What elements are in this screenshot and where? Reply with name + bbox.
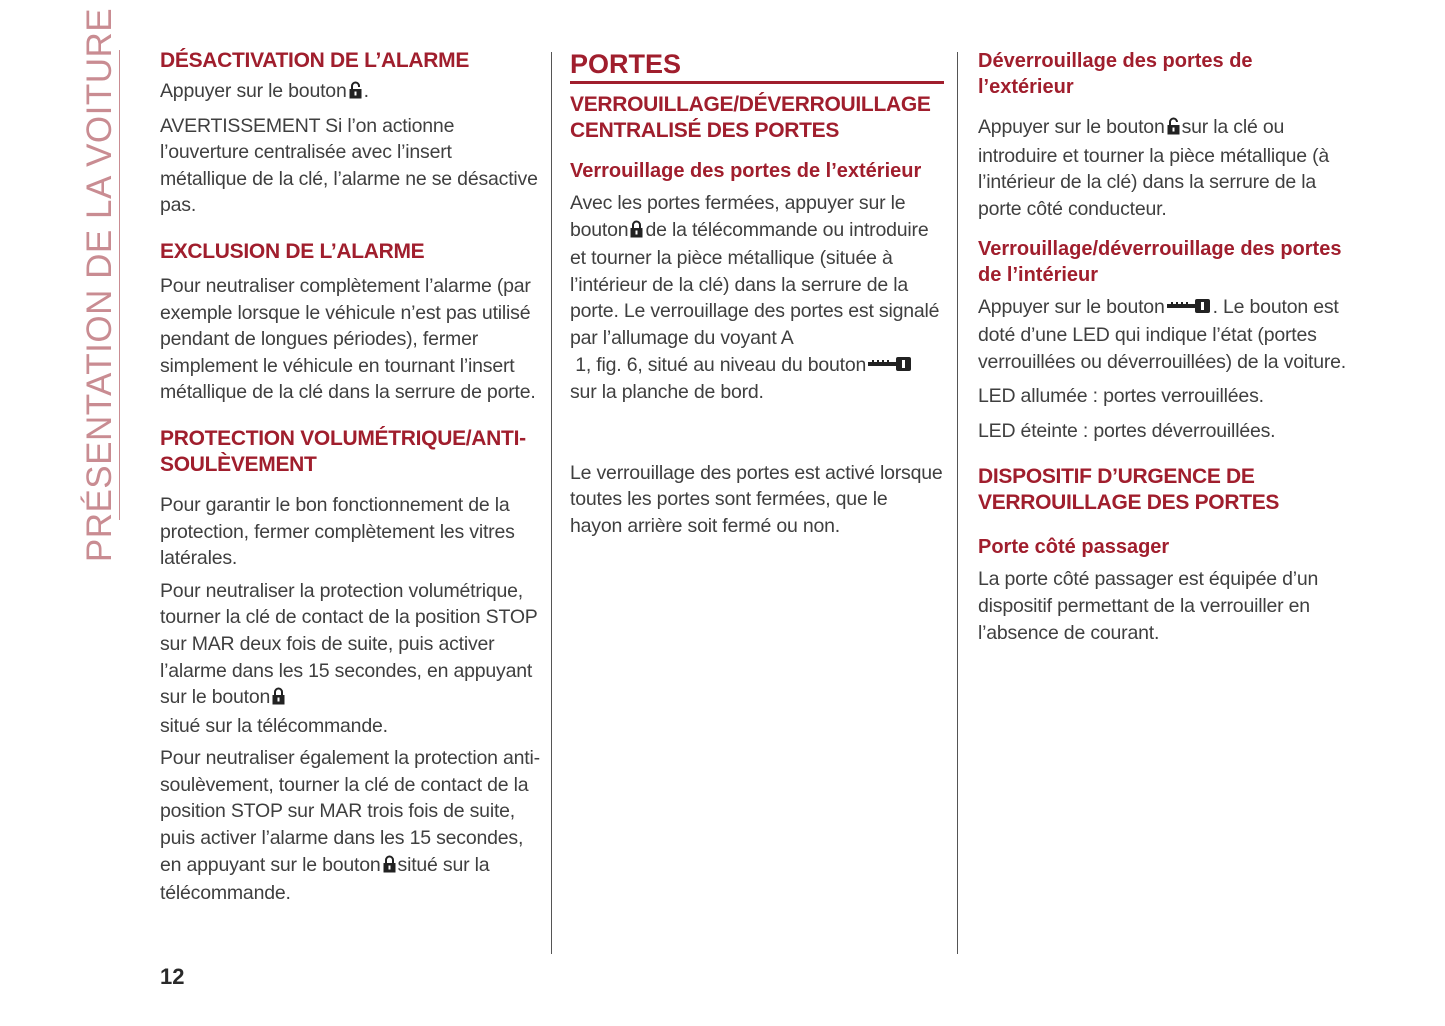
sidebar-rule [119, 50, 120, 520]
text: . Le bouton est doté d’une LED qui indique l’état (portes verrouillées ou déverrouillées) de la voiture. [978, 296, 1346, 373]
text: Appuyer sur le bouton [978, 116, 1165, 138]
paragraph [160, 578, 540, 740]
text: 1, fig. 6, situé au niveau du bouton [575, 353, 867, 376]
paragraph: LED éteinte : portes déverrouillées. [978, 419, 1276, 442]
subheading-interior-locking: Verrouillage/déverrouillage des portes de l’intérieur [978, 238, 1342, 287]
heading-emergency-locking: DISPOSITIF D’URGENCE DE VERROUILLAGE DES PORTES [978, 465, 1280, 515]
paragraph [570, 190, 944, 406]
column-3 [978, 48, 1353, 646]
heading-portes: PORTES [570, 48, 944, 84]
section-title-text: PRÉSENTATION DE LA VOITURE [80, 7, 119, 563]
heading-volumetric-protection: PROTECTION VOLUMÉTRIQUE/ANTI-SOULÈVEMENT [160, 426, 526, 476]
lock-icon [383, 854, 396, 881]
text: Appuyer sur le bouton [978, 296, 1165, 319]
text: sur la planche de bord. [570, 381, 764, 404]
heading-alarm-exclusion: EXCLUSION DE L’ALARME [160, 239, 425, 263]
heading-central-locking: VERROUILLAGE/DÉVERROUILLAGE CENTRALISÉ DES PORTES [570, 93, 931, 142]
column-divider [957, 52, 958, 954]
text: Avec les portes fermées, appuyer sur le bouton [570, 192, 906, 241]
paragraph [160, 745, 540, 907]
page-number: 12 [160, 964, 185, 989]
lock-icon [630, 219, 643, 246]
paragraph: Pour garantir le bon fonctionnement de la protection, fermer complètement les vitres latérales. [160, 493, 515, 570]
subheading-exterior-locking: Verrouillage des portes de l’extérieur [570, 160, 922, 182]
lock-open-icon [1167, 116, 1180, 143]
key-icon [868, 353, 912, 380]
paragraph: Le verrouillage des portes est activé lorsque toutes les portes sont fermées, que le hayon arrière soit fermé ou non. [570, 461, 943, 537]
paragraph [978, 294, 1353, 375]
text: sur la clé ou introduire et tourner la pièce métallique (à l’intérieur de la clé) dans la serrure de la porte côté conducteur. [978, 116, 1330, 220]
lock-icon [349, 80, 362, 107]
column-divider [551, 52, 552, 954]
text: Pour neutraliser également la protection anti-soulèvement, tourner la clé de contact de la position STOP sur MAR trois fois de suite, puis activer l’alarme dans les 15 secondes, en appuyant sur le bouton [160, 747, 540, 876]
heading-alarm-deactivation: DÉSACTIVATION DE L’ALARME [160, 49, 470, 72]
paragraph: AVERTISSEMENT Si l’on actionne l’ouverture centralisée avec l’insert métallique de la clé, l’alarme ne se désactive pas. [160, 114, 538, 217]
text: Appuyer sur le bouton [160, 80, 347, 102]
subheading-passenger-door: Porte côté passager [978, 536, 1170, 559]
paragraph [978, 114, 1353, 222]
paragraph [160, 78, 540, 107]
lock-icon [272, 686, 285, 713]
text: . [363, 80, 369, 102]
key-icon [1167, 295, 1211, 322]
column-1 [160, 48, 540, 907]
column-2 [570, 48, 944, 540]
text: situé sur la télécommande. [160, 714, 388, 737]
text: Pour neutraliser la protection volumétrique, tourner la clé de contact de la position STOP sur MAR deux fois de suite, puis activer l’alarme dans les 15 secondes, en appuyant sur le bouton [160, 579, 538, 709]
paragraph: LED allumée : portes verrouillées. [978, 385, 1264, 408]
text: situé sur la télécommande. [160, 853, 490, 905]
section-sidebar-title [80, 7, 120, 563]
text: de la télécommande ou introduire et tourner la pièce métallique (située à l’intérieur de la clé) dans la serrure de la porte. Le verrouillage des portes est signalé par l’allumage du voyant A [570, 218, 940, 349]
paragraph: Pour neutraliser complètement l’alarme (par exemple lorsque le véhicule n’est pas utilisé pendant de longues périodes), fermer simplement le véhicule en tournant l’insert métallique de la clé dans la serrure de porte. [160, 274, 536, 404]
subheading-exterior-unlocking: Déverrouillage des portes de l’extérieur [978, 50, 1253, 98]
paragraph: La porte côté passager est équipée d’un dispositif permettant de la verrouiller en l’absence de courant. [978, 568, 1319, 644]
